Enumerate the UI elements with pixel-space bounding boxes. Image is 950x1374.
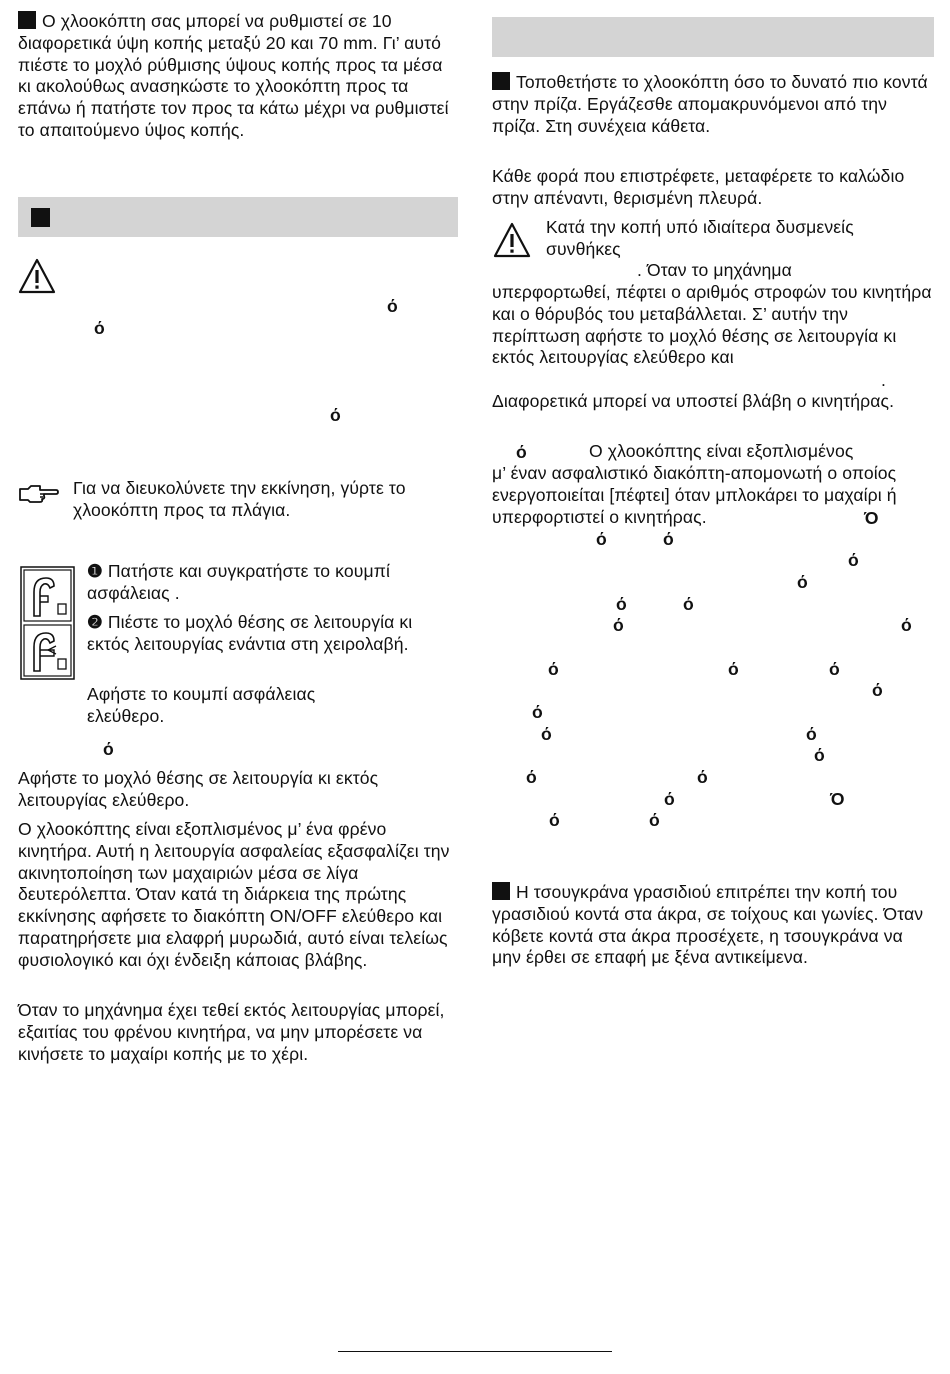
glyph: ό: [548, 659, 559, 679]
grass-comb-paragraph: Η τσουγκράνα γρασιδιού επιτρέπει την κοπή του γρασιδιού κοντά στα άκρα, σε τοίχους και γωνίες. Όταν κόβετε κοντά στα άκρα προσέχετε, η τσουγκράνα να μην έρθει σε επαφή με ξένα αντικείμενα.: [492, 882, 924, 968]
glyph: ό: [596, 529, 607, 549]
start-step-2: ❷ Πιέστε το μοχλό θέσης σε λειτουργία κι εκτός λειτουργίας ενάντια στη χειρολαβή.: [87, 612, 413, 654]
glyph: Ό: [864, 508, 879, 528]
section-marker-icon: [492, 72, 510, 90]
mowing-paragraph: Τοποθετήστε το χλοοκόπτη όσο το δυνατό πιο κοντά στην πρίζα. Εργάζεσθε απομακρυνόμενοι από την πρίζα. Στη συνέχεια κάθετα.: [492, 72, 928, 136]
glyph: ό: [806, 724, 817, 744]
glyph: ό: [728, 659, 739, 679]
glyph: ό: [616, 594, 627, 614]
motor-brake-paragraph: Ο χλοοκόπτης είναι εξοπλισμένος μ’ ένα φρένο κινητήρα. Αυτή η λειτουργία ασφαλείας εξασφαλίζει την ακινητοποίηση των μαχαιριών μέσα σε λίγα δευτερόλεπτα. Όταν κατά τη διάρκεια της πρώτης εκκίνησης αφήσετε το διακόπτη ON/OFF ελεύθερο και παρατηρήσετε μια ελαφρή μυρωδιά, αυτό είναι τελείως φυσιολογικό και όχι ένδειξη κάποιας βλάβης.: [18, 819, 450, 970]
glyph: ό: [872, 680, 883, 700]
section-header-bar-start: [18, 197, 458, 237]
section-marker-icon: [18, 11, 36, 29]
warning-end: .: [881, 370, 886, 390]
warning-line-2: συνθήκες: [546, 239, 621, 259]
warning-rest: υπερφορτωθεί, πέφτει ο αριθμός στροφών του κινητήρα και ο θόρυβός του μεταβάλλεται. Σ’ αυτήν την περίπτωση αφήστε το μοχλό θέσης σε λειτουργία κι εκτός λειτουργίας ελεύθερο και: [492, 282, 932, 368]
footer-rule: [338, 1351, 612, 1352]
glyph: ό: [829, 659, 840, 679]
switch-diagram-icon: [20, 566, 75, 680]
tip-text: Για να διευκολύνετε την εκκίνηση, γύρτε το χλοοκόπτη προς τα πλάγια.: [73, 478, 406, 520]
pointing-hand-icon: [18, 481, 60, 505]
glyph: ό: [526, 767, 537, 787]
section-marker-icon: [31, 208, 50, 227]
step-number-2-icon: ❷: [87, 612, 103, 632]
start-step-1: ❶ Πατήστε και συγκρατήστε το κουμπί ασφάλειας .: [87, 561, 390, 603]
glyph: ό: [94, 318, 105, 338]
warning-line-1: Κατά την κοπή υπό ιδιαίτερα δυσμενείς: [546, 217, 854, 237]
warning-line-3: . Όταν το μηχάνημα: [637, 260, 792, 280]
warning-triangle-icon: [18, 258, 56, 295]
glyph: ό: [541, 724, 552, 744]
glyph: ό: [613, 615, 624, 635]
glyph: Ό: [830, 789, 845, 809]
warning-triangle-icon: [493, 222, 531, 259]
section-header-bar: [492, 17, 934, 57]
glyph: ό: [697, 767, 708, 787]
glyph: ό: [901, 615, 912, 635]
protection-rest: μ’ έναν ασφαλιστικό διακόπτη-απομονωτή ο οποίος ενεργοποιείται [πέφτει] όταν μπλοκάρει το μαχαίρι ή υπερφορτιστεί ο κινητήρας.: [492, 463, 897, 527]
glyph: ό: [387, 296, 398, 316]
glyph: ό: [848, 550, 859, 570]
glyph: ό: [516, 442, 527, 462]
motor-brake-note-paragraph: Όταν το μηχάνημα έχει τεθεί εκτός λειτουργίας μπορεί, εξαιτίας του φρένου κινητήρα, να μην μπορέσετε να κινήσετε το μαχαίρι κοπής με το χέρι.: [18, 1000, 445, 1064]
glyph: ό: [532, 702, 543, 722]
glyph: ό: [663, 529, 674, 549]
switch-off-paragraph: Αφήστε το μοχλό θέσης σε λειτουργία κι εκτός λειτουργίας ελεύθερο.: [18, 768, 379, 810]
glyph: ό: [649, 810, 660, 830]
glyph: ό: [664, 789, 675, 809]
start-step-3: Αφήστε το κουμπί ασφάλειας ελεύθερο.: [87, 684, 316, 726]
step-number-1-icon: ❶: [87, 561, 103, 581]
warning-tail: Διαφορετικά μπορεί να υποστεί βλάβη ο κινητήρας.: [492, 391, 895, 411]
glyph: ό: [797, 572, 808, 592]
protection-line-1: Ο χλοοκόπτης είναι εξοπλισμένος: [589, 441, 854, 461]
glyph: ό: [103, 739, 114, 759]
cutting-height-paragraph: Ο χλοοκόπτη σας μπορεί να ρυθμιστεί σε 10 διαφορετικά ύψη κοπής μεταξύ 20 και 70 mm. Γι’ αυτό πιέστε το μοχλό ρύθμισης ύψους κοπής προς τα μέσα κι ακολούθως ανασηκώστε το χλοοκόπτη προς τα επάνω ή πατήστε τον προς τα κάτω μέχρι να ρυθμιστεί το απαιτούμενο ύψος κοπής.: [18, 11, 449, 140]
glyph: ό: [330, 405, 341, 425]
glyph: ό: [549, 810, 560, 830]
section-marker-icon: [492, 882, 510, 900]
glyph: ό: [814, 745, 825, 765]
glyph: ό: [683, 594, 694, 614]
cable-paragraph: Κάθε φορά που επιστρέφετε, μεταφέρετε το καλώδιο στην απέναντι, θερισμένη πλευρά.: [492, 166, 905, 208]
